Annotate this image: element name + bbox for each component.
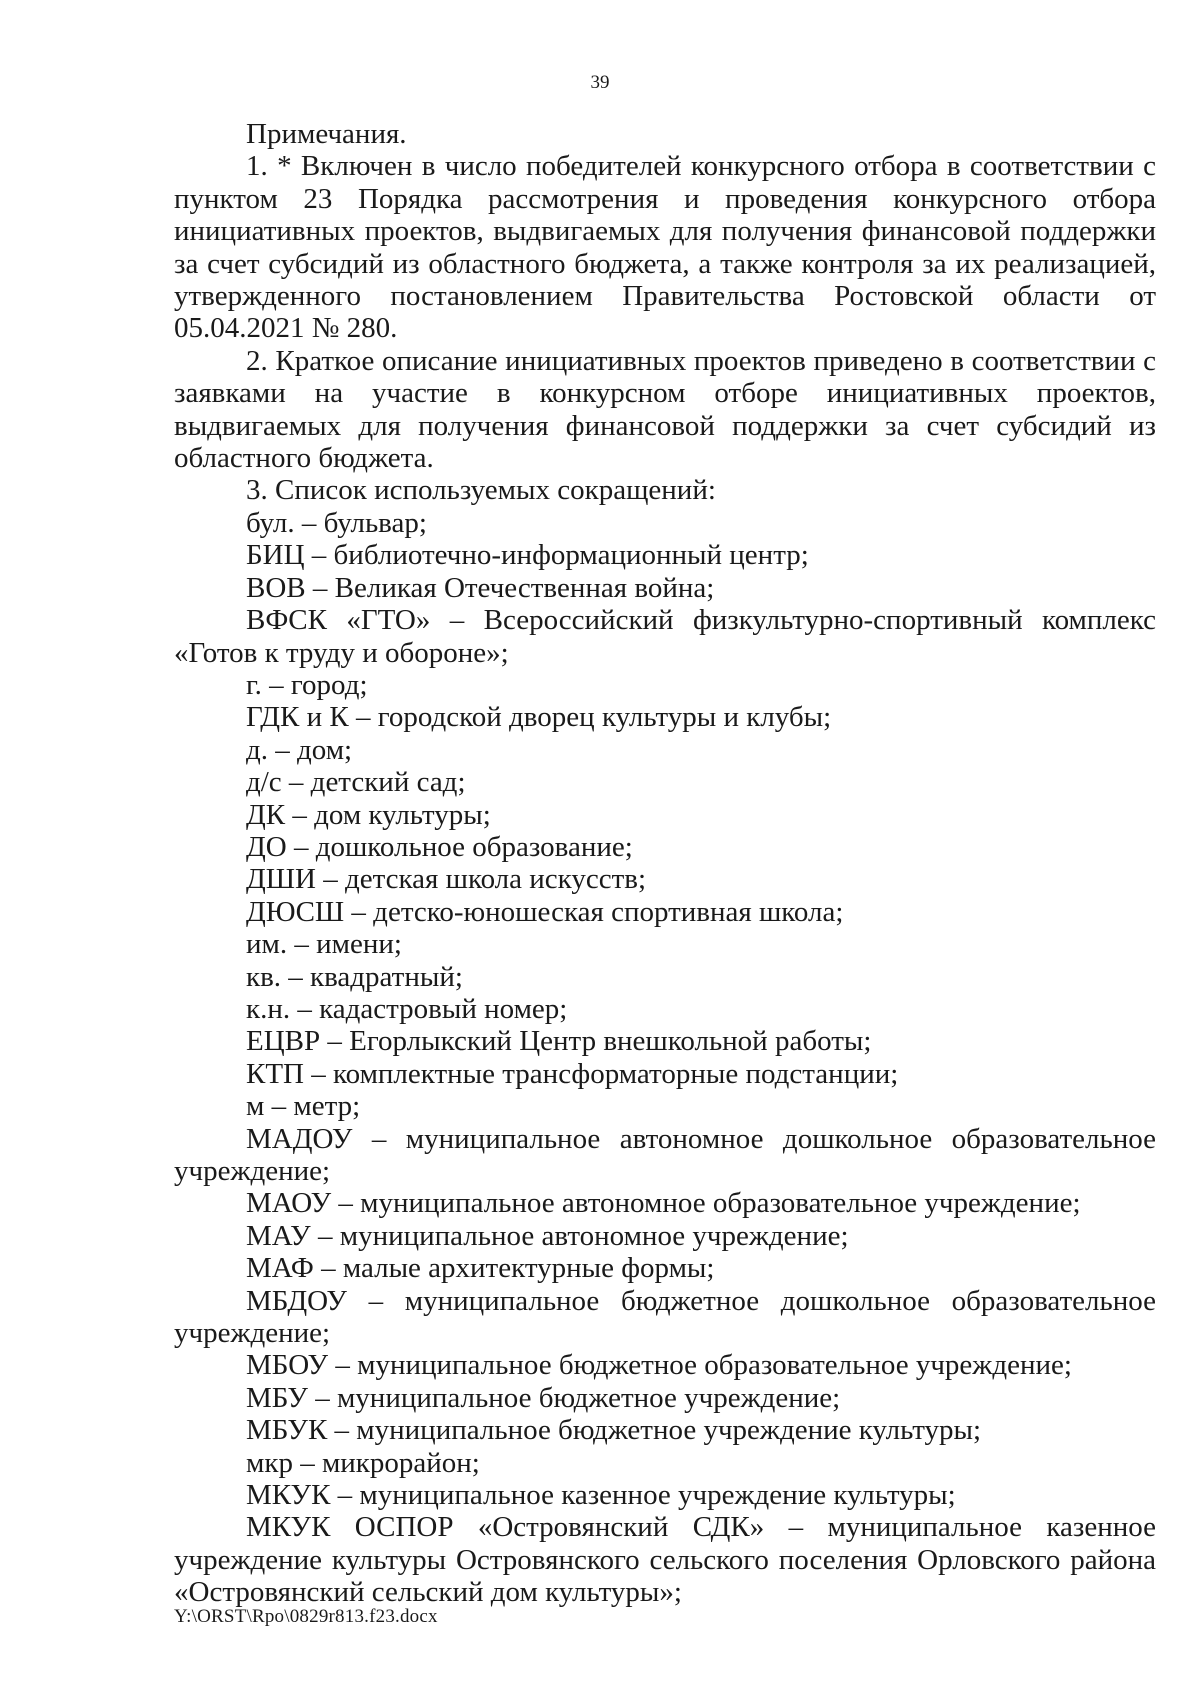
abbreviation-item: МБУК – муниципальное бюджетное учреждение культуры; <box>246 1414 982 1447</box>
document-body <box>174 118 1156 1609</box>
note-paragraph: 2. Краткое описание инициативных проектов приведено в соответствии с заявками на участие в конкурсном отборе инициативных проектов, выдвигаемых для получения финансовой поддержки за счет субсидий из областного бюджета. <box>174 344 1156 475</box>
abbreviation-item: МКУК ОСПОР «Островянский СДК» – муниципальное казенное учреждение культуры Островянского сельского поселения Орловского района «Островянский сельский дом культуры»; <box>174 1511 1156 1609</box>
abbreviation-item: МАДОУ – муниципальное автономное дошкольное образовательное учреждение; <box>174 1122 1156 1187</box>
abbreviation-item: д/с – детский сад; <box>246 766 466 799</box>
abbreviation-item: КТП – комплектные трансформаторные подстанции; <box>246 1057 899 1090</box>
abbreviation-item: мкр – микрорайон; <box>246 1446 480 1479</box>
abbreviation-item: ДК – дом культуры; <box>246 798 491 831</box>
note-paragraph: 3. Список используемых сокращений: <box>246 474 716 507</box>
abbreviation-item: МКУК – муниципальное казенное учреждение культуры; <box>246 1479 956 1512</box>
page-number: 39 <box>590 72 610 93</box>
abbreviation-item: ВФСК «ГТО» – Всероссийский физкультурно-спортивный комплекс «Готов к труду и обороне»; <box>174 604 1156 669</box>
abbreviation-item: ДЮСШ – детско-юношеская спортивная школа; <box>246 895 844 928</box>
abbreviation-item: ДО – дошкольное образование; <box>246 830 633 863</box>
abbreviation-item: им. – имени; <box>246 928 402 961</box>
abbreviation-item: МБДОУ – муниципальное бюджетное дошкольное образовательное учреждение; <box>174 1284 1156 1350</box>
abbreviation-item: БИЦ – библиотечно-информационный центр; <box>246 539 809 572</box>
abbreviation-item: г. – город; <box>246 668 368 701</box>
abbreviation-item: к.н. – кадастровый номер; <box>246 992 568 1025</box>
abbreviation-item: бул. – бульвар; <box>246 506 427 539</box>
abbreviation-item: МБУ – муниципальное бюджетное учреждение; <box>246 1381 841 1414</box>
abbreviation-item: д. – дом; <box>246 733 353 766</box>
file-path-footer: Y:\ORST\Rpo\0829r813.f23.docx <box>174 1606 438 1627</box>
abbreviation-item: ГДК и К – городской дворец культуры и клубы; <box>246 701 832 734</box>
abbreviation-item: ДШИ – детская школа искусств; <box>246 863 647 896</box>
abbreviation-item: МАФ – малые архитектурные формы; <box>246 1252 715 1285</box>
note-paragraph: 1. * Включен в число победителей конкурсного отбора в соответствии с пунктом 23 Порядка рассмотрения и проведения конкурсного отбора инициативных проектов, выдвигаемых для получения финансовой поддержки за счет субсидий из областного бюджета, а также контроля за их реализацией, утвержденного постановлением Правительства Ростовской области от 05.04.2021 № 280. <box>174 150 1156 345</box>
abbreviation-item: кв. – квадратный; <box>246 960 463 993</box>
abbreviation-item: м – метр; <box>246 1090 361 1123</box>
abbreviation-item: МАУ – муниципальное автономное учреждение; <box>246 1219 849 1252</box>
abbreviation-item: ВОВ – Великая Отечественная война; <box>246 571 715 604</box>
abbreviation-item: ЕЦВР – Егорлыкский Центр внешкольной работы; <box>246 1025 872 1058</box>
abbreviation-item: МБОУ – муниципальное бюджетное образовательное учреждение; <box>246 1349 1072 1382</box>
abbreviation-item: МАОУ – муниципальное автономное образовательное учреждение; <box>246 1187 1081 1220</box>
notes-heading: Примечания. <box>246 118 407 150</box>
